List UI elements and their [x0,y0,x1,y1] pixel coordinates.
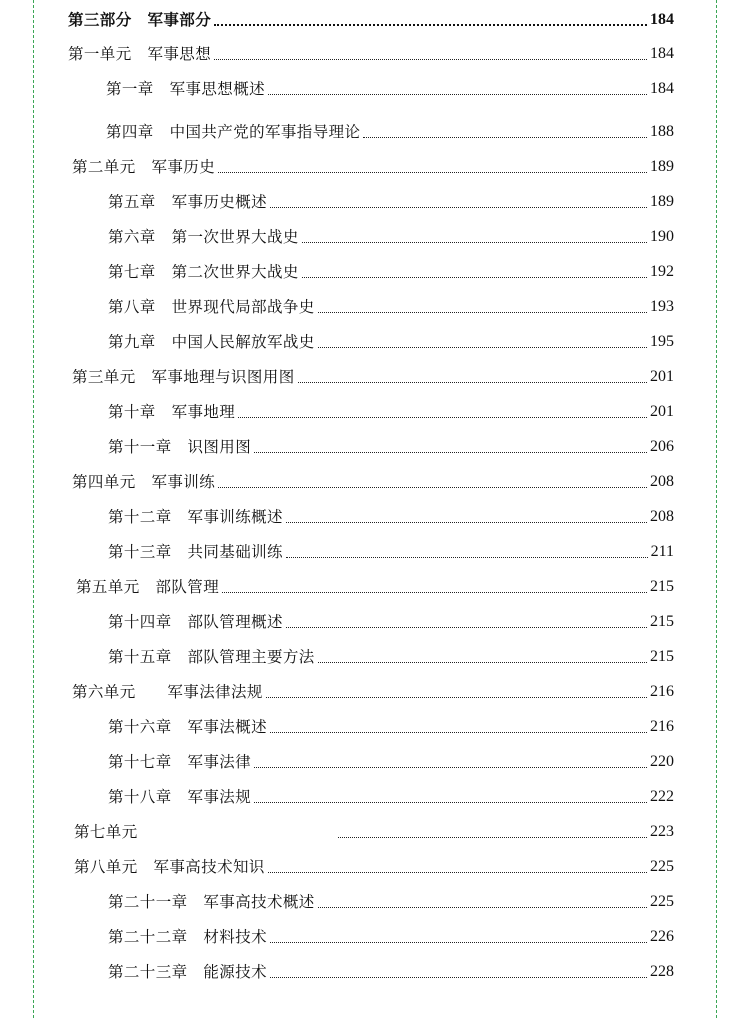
dot-leader [270,732,647,733]
toc-chapter [108,956,674,982]
toc-chapter [108,606,674,632]
dot-leader [270,207,647,208]
toc-entry-page: 189 [650,158,674,175]
toc-chapter [106,73,674,99]
dot-leader [270,942,647,943]
toc-entry-title: 第十五章 部队管理主要方法 [108,648,315,666]
toc-entry-title: 第十四章 部队管理概述 [108,613,283,631]
dot-leader [286,522,647,523]
toc-entry-title: 第六章 第一次世界大战史 [108,228,299,246]
toc-entry-title: 第四章 中国共产党的军事指导理论 [106,123,361,141]
toc-entry-page: 216 [650,683,674,700]
toc-entry-page: 201 [650,368,674,385]
dot-leader [298,382,647,383]
dot-leader [254,767,647,768]
toc-entry-page: 192 [650,263,674,280]
dot-leader [254,802,647,803]
dot-leader [222,592,647,593]
toc-chapter [108,501,674,527]
toc-entry-title: 第九章 中国人民解放军战史 [108,333,315,351]
dot-leader [218,172,647,173]
toc-entry-title: 第一章 军事思想概述 [106,80,266,98]
toc-entry-page: 226 [650,928,674,945]
toc-entry-title: 第二十三章 能源技术 [108,963,268,981]
toc-entry-title: 第三单元 军事地理与识图用图 [72,368,295,386]
toc-entry-page: 188 [650,123,674,140]
toc-entry-page: 223 [650,823,674,840]
toc-entry-page: 208 [650,508,674,525]
toc-chapter [108,921,674,947]
toc-entry-page: 211 [650,543,674,560]
toc-chapter [108,186,674,212]
right-margin-line [716,0,717,1018]
dot-leader [268,94,647,95]
toc-entry-title: 第二十一章 军事高技术概述 [108,893,315,911]
toc-chapter [106,116,674,142]
toc-entry-title: 第十章 军事地理 [108,403,236,421]
toc-entry-title: 第三部分 军事部分 [68,10,212,29]
toc-entry-page: 215 [650,613,674,630]
toc-entry-page: 215 [650,578,674,595]
toc-unit [74,816,674,842]
dot-leader [318,347,647,348]
toc-unit [72,151,674,177]
toc-entry-page: 184 [650,80,674,97]
toc-entry-title: 第四单元 军事训练 [72,473,216,491]
toc-entry-title: 第七单元 [74,823,138,841]
dot-leader [286,627,647,628]
toc-entry-title: 第十一章 识图用图 [108,438,252,456]
toc-entry-page: 216 [650,718,674,735]
toc-entry-title: 第二单元 军事历史 [72,158,216,176]
dot-leader [302,242,647,243]
dot-leader [302,277,647,278]
toc-entry-page: 215 [650,648,674,665]
dot-leader [268,872,647,873]
toc-chapter [108,256,674,282]
toc-entry-page: 189 [650,193,674,210]
toc-entry-title: 第八章 世界现代局部战争史 [108,298,315,316]
toc-chapter [108,886,674,912]
toc-entry-page: 190 [650,228,674,245]
toc-entry-page: 228 [650,963,674,980]
toc-chapter [108,641,674,667]
toc-entry-page: 225 [650,893,674,910]
toc-entry-page: 225 [650,858,674,875]
toc-entry-title: 第十二章 军事训练概述 [108,508,283,526]
toc-entry-page: 222 [650,788,674,805]
left-margin-line [33,0,34,1018]
dot-leader [318,312,647,313]
toc-entry-title: 第十六章 军事法概述 [108,718,268,736]
toc-unit [76,571,674,597]
toc-entry-title: 第十三章 共同基础训练 [108,543,283,561]
toc-entry-page: 201 [650,403,674,420]
dot-leader [266,697,647,698]
toc-unit [68,38,674,64]
toc-entry-page: 184 [650,11,674,28]
toc-entry-title: 第一单元 军事思想 [68,45,212,63]
toc-unit [72,466,674,492]
dot-leader [338,837,647,838]
dot-leader [218,487,647,488]
toc-unit [72,676,674,702]
toc-entry-title: 第六单元 军事法律法规 [72,683,263,701]
toc-entry-page: 206 [650,438,674,455]
dot-leader [214,24,647,26]
toc-unit [72,361,674,387]
toc-entry-title: 第二十二章 材料技术 [108,928,268,946]
toc-entry-title: 第五章 军事历史概述 [108,193,268,211]
toc-unit [74,851,674,877]
toc-chapter [108,396,674,422]
dot-leader [254,452,647,453]
toc-chapter [108,781,674,807]
dot-leader [270,977,647,978]
dot-leader [286,557,648,558]
toc-chapter [108,431,674,457]
toc-entry-title: 第七章 第二次世界大战史 [108,263,299,281]
toc-entry-title: 第五单元 部队管理 [76,578,220,596]
toc-entry-title: 第十七章 军事法律 [108,753,252,771]
dot-leader [318,662,647,663]
toc-part-heading [68,4,674,30]
toc-chapter [108,326,674,352]
toc-entry-title: 第十八章 军事法规 [108,788,252,806]
toc-entry-page: 184 [650,45,674,62]
toc-chapter [108,711,674,737]
dot-leader [238,417,647,418]
toc-entry-page: 220 [650,753,674,770]
toc-chapter [108,221,674,247]
toc-entry-page: 195 [650,333,674,350]
toc-chapter [108,746,674,772]
toc-entry-page: 193 [650,298,674,315]
dot-leader [214,59,647,60]
toc-entry-title: 第八单元 军事高技术知识 [74,858,265,876]
dot-leader [318,907,647,908]
toc-chapter [108,291,674,317]
toc-chapter [108,536,674,562]
dot-leader [363,137,647,138]
toc-entry-page: 208 [650,473,674,490]
